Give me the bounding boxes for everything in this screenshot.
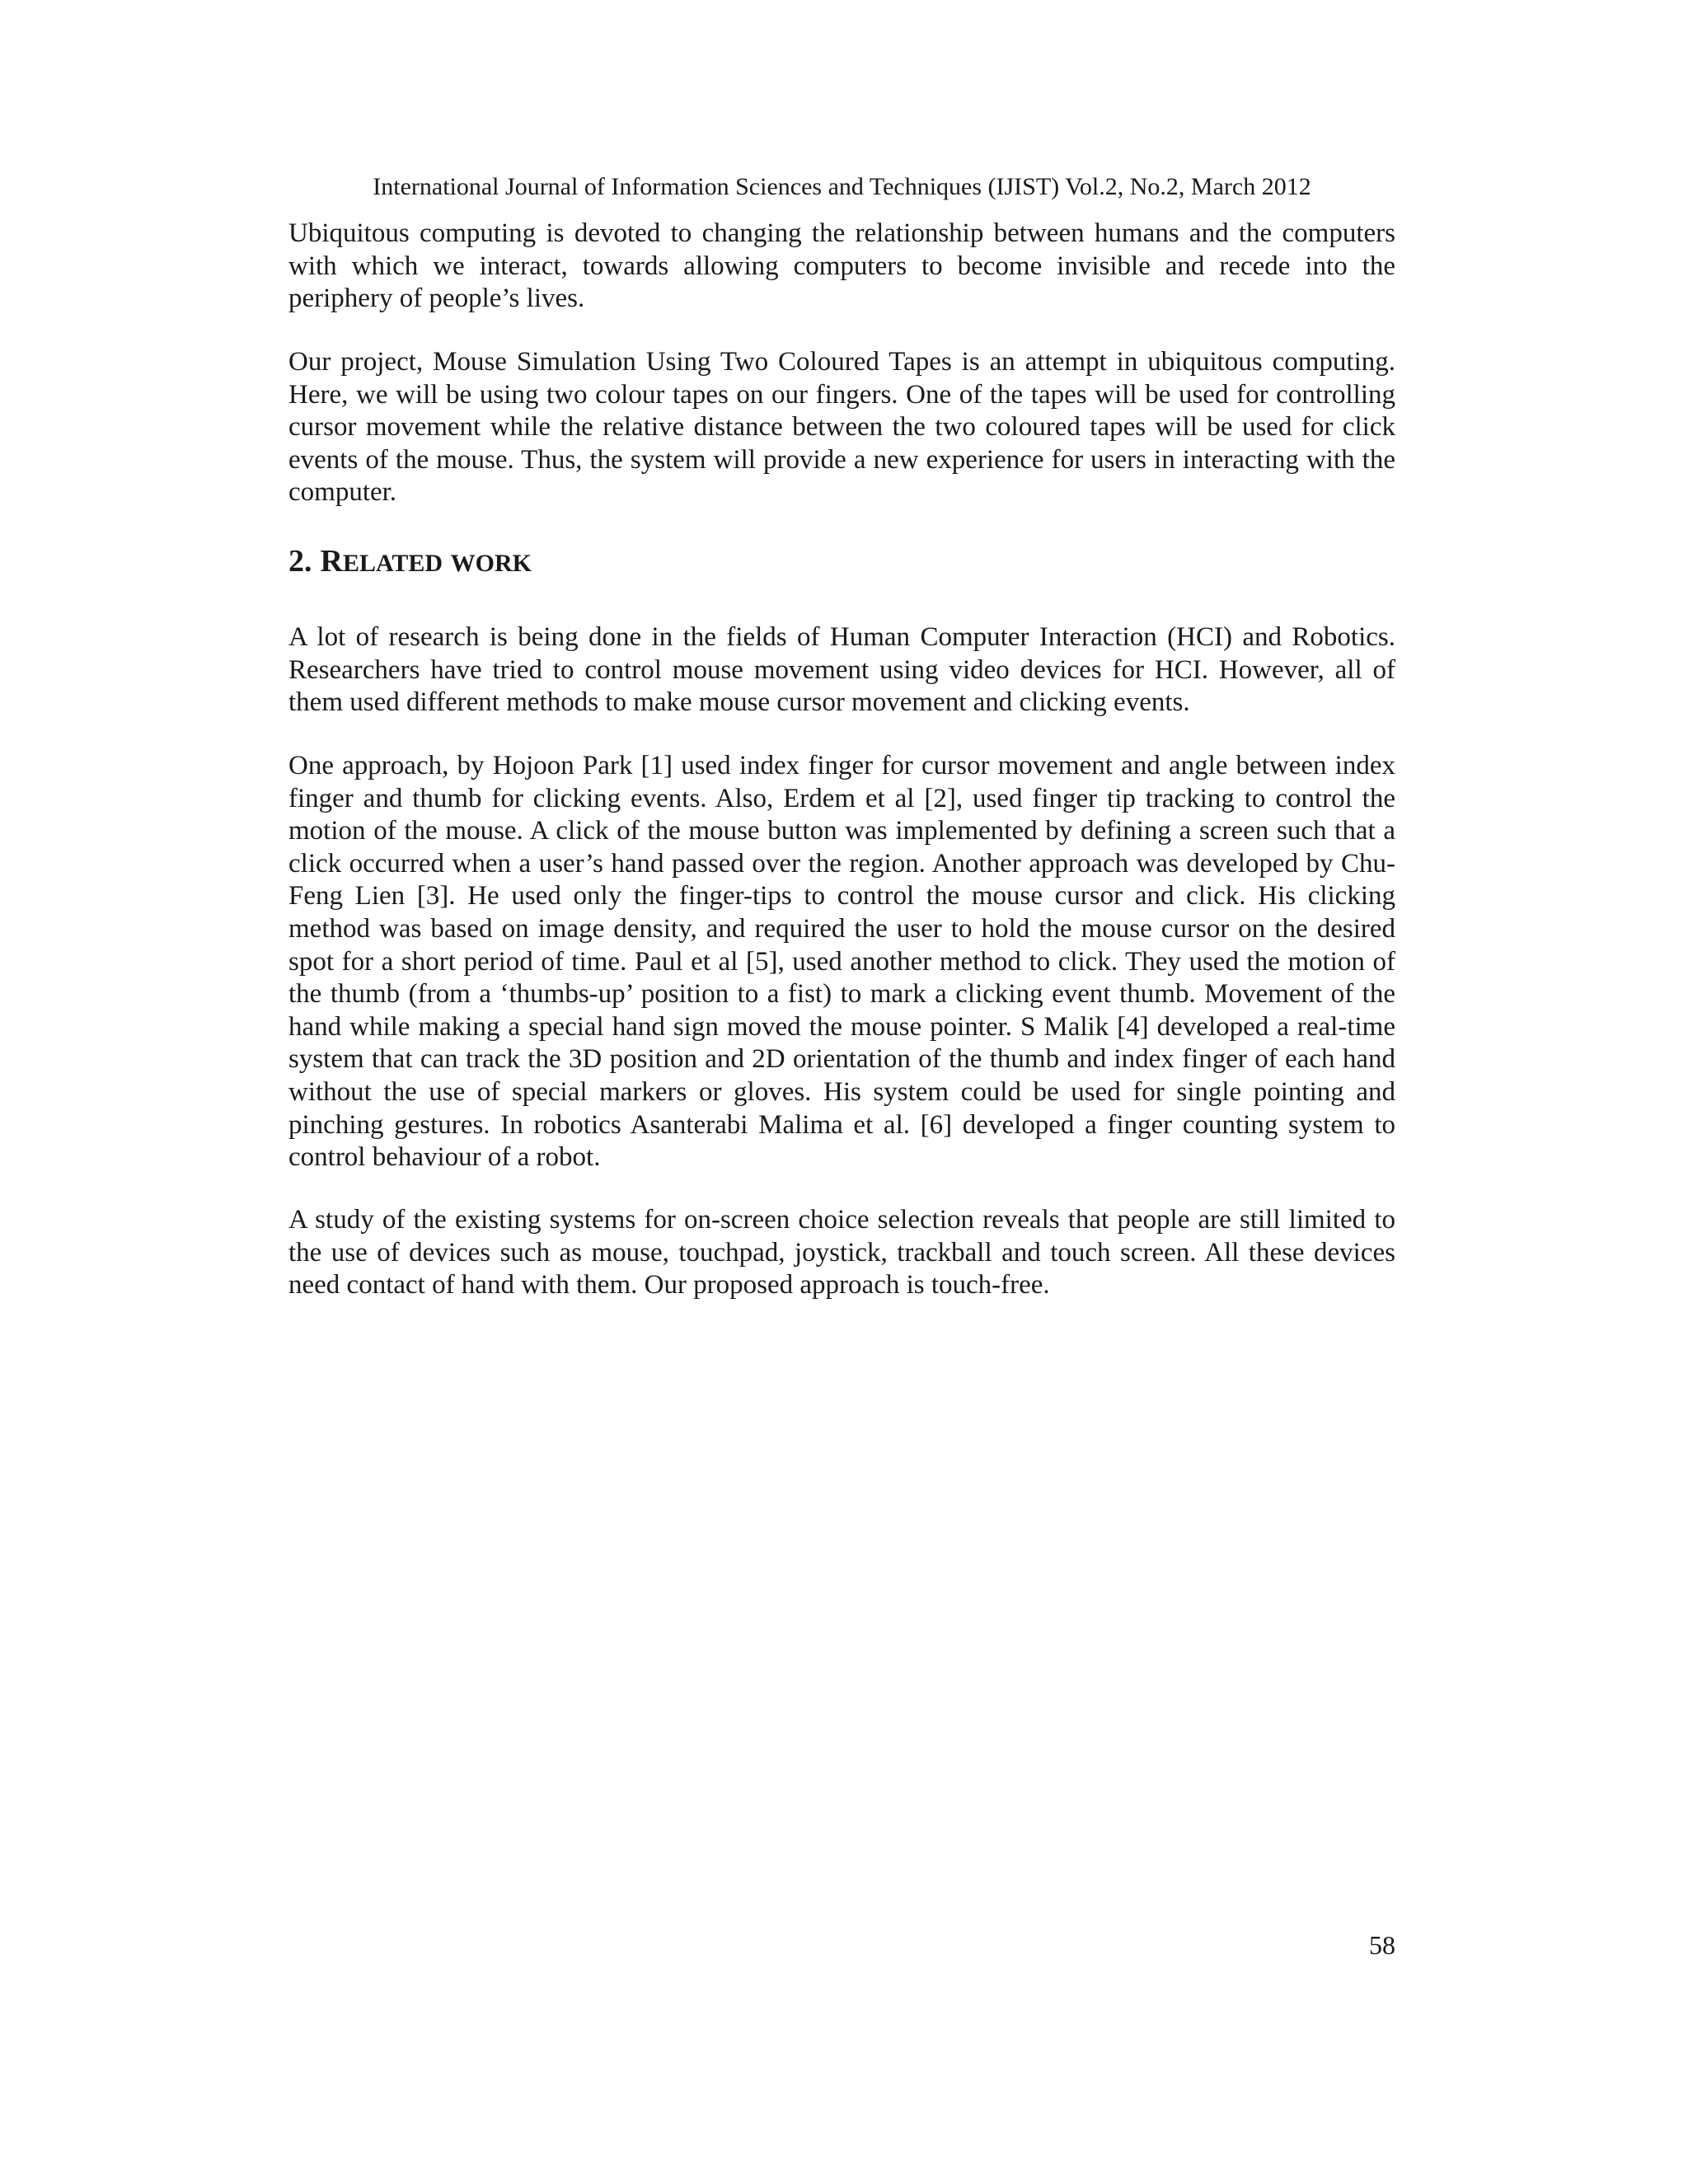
section-heading-related-work bbox=[288, 542, 532, 583]
section-title-initial: R bbox=[320, 544, 343, 579]
section-number: 2. bbox=[288, 544, 312, 579]
intro-paragraph-2: Our project, Mouse Simulation Using Two Coloured Tapes is an attempt in ubiquitous computing. Here, we will be using two colour tapes on our fingers. One of the tapes will be used for controlling cursor movement while the relative distance between the two coloured tapes will be used for click events of the mouse. Thus, the system will provide a new experience for users in interacting with the computer. bbox=[288, 347, 1395, 508]
related-work-paragraph-2: One approach, by Hojoon Park [1] used index finger for cursor movement and angle between index finger and thumb for clicking events. Also, Erdem et al [2], used finger tip tracking to control the motion of the mouse. A click of the mouse button was implemented by defining a screen such that a click occurred when a user’s hand passed over the region. Another approach was developed by Chu-Feng Lien [3]. He used only the finger-tips to control the mouse cursor and click. His clicking method was based on image density, and required the user to hold the mouse cursor on the desired spot for a short period of time. Paul et al [5], used another method to click. They used the motion of the thumb (from a ‘thumbs-up’ position to a fist) to mark a clicking event thumb. Movement of the hand while making a special hand sign moved the mouse pointer. S Malik [4] developed a real-time system that can track the 3D position and 2D orientation of the thumb and index finger of each hand without the use of special markers or gloves. His system could be used for single pointing and pinching gestures. In robotics Asanterabi Malima et al. [6] developed a finger counting system to control behaviour of a robot. bbox=[288, 751, 1395, 1173]
intro-paragraph-1: Ubiquitous computing is devoted to changing the relationship between humans and the computers with which we interact, towards allowing computers to become invisible and recede into the periphery of people’s lives. bbox=[288, 218, 1395, 314]
page-number: 58 bbox=[1369, 1930, 1395, 1960]
related-work-paragraph-3: A study of the existing systems for on-screen choice selection reveals that people are still limited to the use of devices such as mouse, touchpad, joystick, trackball and touch screen. All these devices need contact of hand with them. Our proposed approach is touch-free. bbox=[288, 1205, 1395, 1301]
section-title-word1-rest: ELATED bbox=[342, 550, 443, 577]
related-work-paragraph-1: A lot of research is being done in the fields of Human Computer Interaction (HCI) and Robotics. Researchers have tried to control mouse movement using video devices for HCI. However, all of them used different methods to make mouse cursor movement and clicking events. bbox=[288, 622, 1395, 718]
running-header: International Journal of Information Sciences and Techniques (IJIST) Vol.2, No.2, March 2012 bbox=[373, 173, 1311, 200]
section-title-word2: WORK bbox=[450, 550, 532, 577]
